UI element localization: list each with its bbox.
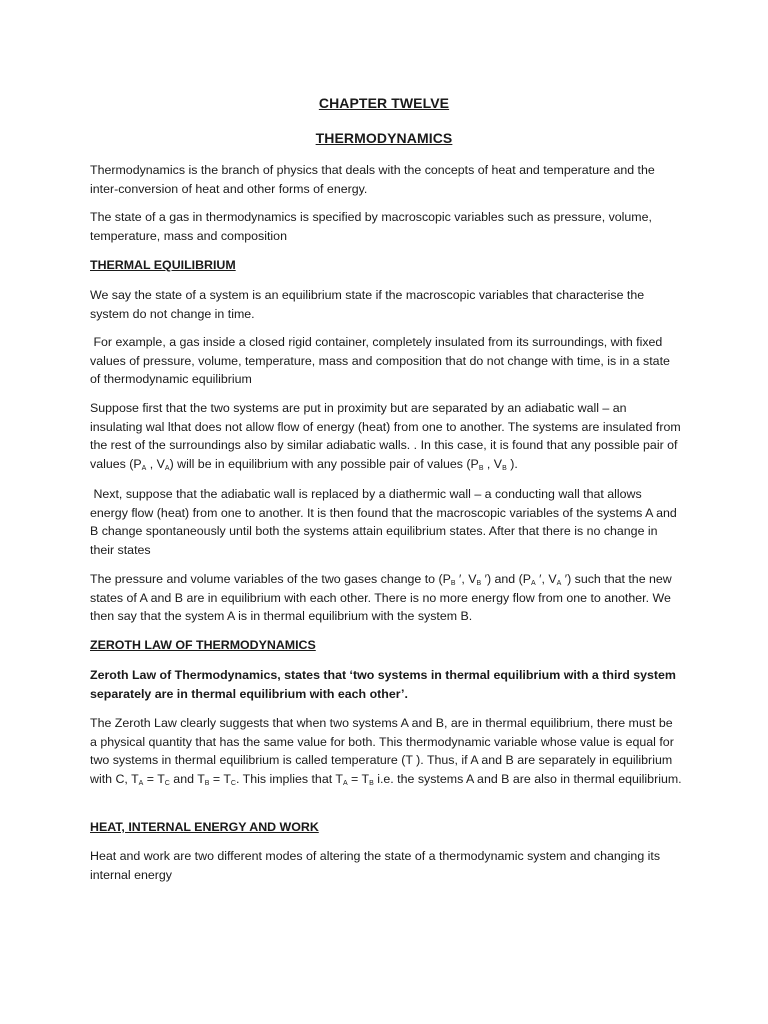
intro-paragraph-1: Thermodynamics is the branch of physics that deals with the concepts of heat and temperature and the inter-conversion of heat and other forms of energy.	[90, 163, 655, 196]
heading-thermal-equilibrium: THERMAL EQUILIBRIUM	[90, 258, 236, 272]
heading-zeroth-law: ZEROTH LAW OF THERMODYNAMICS	[90, 638, 316, 652]
thermal-equilibrium-paragraph-4: Next, suppose that the adiabatic wall is replaced by a diathermic wall – a conducting wall that allows energy flow (heat) from one to another. It is then found that the macroscopic variables of the systems A and B change spontaneously until both the systems attain equilibrium states. After that there is no change in their states	[90, 487, 681, 557]
thermal-equilibrium-paragraph-3: Suppose first that the two systems are put in proximity but are separated by an adiabatic wall – an insulating wal lthat does not allow flow of energy (heat) from one to another. The systems are insulated from the rest of the surroundings also by similar adiabatic walls. . In this case, it is found that any possible pair of values ($P_A$ , $V_A$) will be in equilibrium with any possible pair of values ($P_B$ , $V_B$ ).	[90, 401, 681, 472]
zeroth-law-paragraph: The Zeroth Law clearly suggests that when two systems A and B, are in thermal equilibrium, there must be a physical quantity that has the same value for both. This thermodynamic variable whose value is equal for two systems in thermal equilibrium is called temperature (T ). Thus, if A and B are separately in equilibrium with C, $T_A = T_C$ and $T_B = T_C$. This implies that $T_A = T_B$ i.e. the systems A and B are also in thermal equilibrium.	[90, 716, 682, 787]
section-title: THERMODYNAMICS	[315, 130, 453, 146]
thermal-equilibrium-paragraph-5: The pressure and volume variables of the two gases change to ($P_B$ ′, $V_B$ ′) and ($P_A$ ′, $V_A$ ′) such that the new states of A and B are in equilibrium with each other. There is no more energy flow from one to another. We then say that the system A is in thermal equilibrium with the system B.	[90, 572, 672, 624]
chapter-title: CHAPTER TWELVE	[318, 95, 450, 111]
heat-work-paragraph: Heat and work are two different modes of altering the state of a thermodynamic system and changing its internal energy	[90, 849, 661, 882]
thermal-equilibrium-paragraph-1: We say the state of a system is an equilibrium state if the macroscopic variables that characterise the system do not change in time.	[90, 288, 645, 321]
intro-paragraph-2: The state of a gas in thermodynamics is specified by macroscopic variables such as pressure, volume, temperature, mass and composition	[90, 210, 652, 243]
zeroth-law-statement: Zeroth Law of Thermodynamics, states that ‘two systems in thermal equilibrium with a third system separately are in thermal equilibrium with each other’.	[90, 668, 676, 701]
heading-heat-internal-energy-work: HEAT, INTERNAL ENERGY AND WORK	[90, 820, 319, 834]
thermal-equilibrium-paragraph-2: For example, a gas inside a closed rigid container, completely insulated from its surroundings, with fixed values of pressure, volume, temperature, mass and composition that do not change with time, is in a state of thermodynamic equilibrium	[90, 335, 674, 387]
